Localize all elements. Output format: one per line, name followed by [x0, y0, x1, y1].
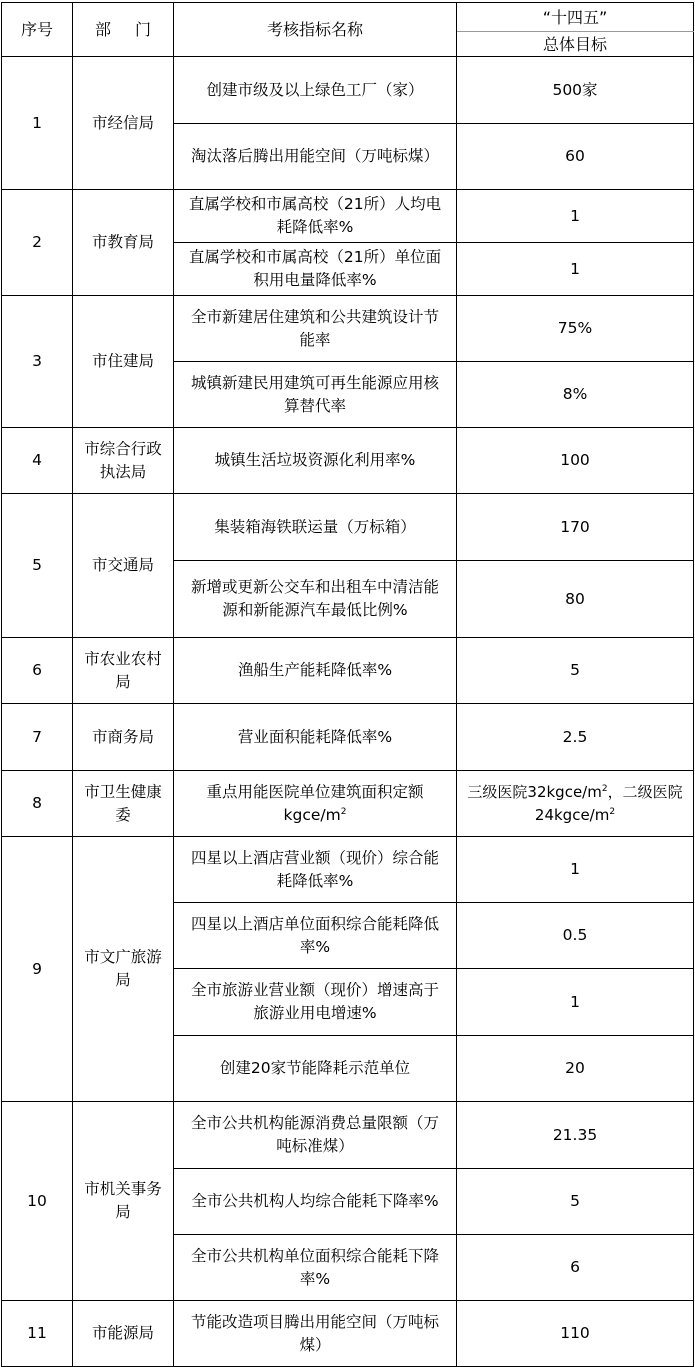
row-dept: 市商务局	[73, 704, 174, 771]
target-cell: 8%	[457, 362, 694, 428]
target-cell: 1	[457, 969, 694, 1036]
superscript: 2	[340, 806, 347, 817]
header-seq: 序号	[2, 3, 73, 57]
target-cell: 5	[457, 1169, 694, 1235]
row-seq: 10	[2, 1102, 73, 1301]
target-cell: 60	[457, 124, 694, 190]
header-dept-a: 部	[94, 20, 111, 39]
indicator-cell: 创建20家节能降耗示范单位	[174, 1036, 457, 1102]
target-cell: 170	[457, 494, 694, 561]
row-seq: 4	[2, 428, 73, 494]
indicator-cell	[174, 771, 457, 837]
row-dept: 市农业农村局	[73, 638, 174, 704]
row-seq: 5	[2, 494, 73, 638]
row-dept: 市卫生健康委	[73, 771, 174, 837]
superscript: 2	[601, 783, 608, 794]
indicator-cell: 营业面积能耗降低率%	[174, 704, 457, 771]
target-cell: 110	[457, 1301, 694, 1367]
row-dept: 市能源局	[73, 1301, 174, 1367]
row-seq: 9	[2, 837, 73, 1102]
target-cell: 80	[457, 561, 694, 638]
row-seq: 8	[2, 771, 73, 837]
target-cell: 100	[457, 428, 694, 494]
indicator-cell: 节能改造项目腾出用能空间（万吨标煤）	[174, 1301, 457, 1367]
target-cell: 1	[457, 190, 694, 243]
row-dept: 市文广旅游局	[73, 837, 174, 1102]
indicator-cell: 城镇生活垃圾资源化利用率%	[174, 428, 457, 494]
target-cell	[457, 771, 694, 837]
indicator-cell: 四星以上酒店营业额（现价）综合能耗降低率%	[174, 837, 457, 903]
row-seq: 11	[2, 1301, 73, 1367]
target-cell: 5	[457, 638, 694, 704]
row-dept: 市经信局	[73, 57, 174, 190]
targets-table	[1, 2, 694, 1367]
indicator-cell: 四星以上酒店单位面积综合能耗降低率%	[174, 903, 457, 969]
row-dept: 市机关事务局	[73, 1102, 174, 1301]
indicator-cell: 全市新建居住建筑和公共建筑设计节能率	[174, 296, 457, 362]
indicator-cell: 新增或更新公交车和出租车中清洁能源和新能源汽车最低比例%	[174, 561, 457, 638]
indicator-text: 重点用能医院单位建筑面积定额kgce/m	[206, 782, 424, 824]
target-cell: 500家	[457, 57, 694, 124]
target-cell: 1	[457, 243, 694, 296]
row-seq: 1	[2, 57, 73, 190]
header-indicator: 考核指标名称	[174, 3, 457, 57]
superscript: 2	[609, 806, 616, 817]
target-cell: 1	[457, 837, 694, 903]
row-dept: 市交通局	[73, 494, 174, 638]
row-seq: 6	[2, 638, 73, 704]
indicator-cell: 淘汰落后腾出用能空间（万吨标煤）	[174, 124, 457, 190]
row-seq: 7	[2, 704, 73, 771]
target-cell: 0.5	[457, 903, 694, 969]
indicator-cell: 渔船生产能耗降低率%	[174, 638, 457, 704]
indicator-cell: 全市公共机构单位面积综合能耗下降率%	[174, 1235, 457, 1301]
indicator-cell: 城镇新建民用建筑可再生能源应用核算替代率	[174, 362, 457, 428]
header-dept	[73, 3, 174, 57]
target-cell: 6	[457, 1235, 694, 1301]
header-dept-b: 门	[135, 20, 152, 39]
target-cell: 2.5	[457, 704, 694, 771]
target-text: 三级医院32kgce/m	[467, 782, 602, 801]
row-seq: 2	[2, 190, 73, 296]
indicator-cell: 直属学校和市属高校（21所）人均电耗降低率%	[174, 190, 457, 243]
indicator-cell: 全市公共机构能源消费总量限额（万吨标准煤）	[174, 1102, 457, 1169]
row-dept: 市教育局	[73, 190, 174, 296]
row-seq: 3	[2, 296, 73, 428]
indicator-cell: 直属学校和市属高校（21所）单位面积用电量降低率%	[174, 243, 457, 296]
indicator-cell: 全市公共机构人均综合能耗下降率%	[174, 1169, 457, 1235]
target-cell: 21.35	[457, 1102, 694, 1169]
indicator-cell: 集装箱海铁联运量（万标箱）	[174, 494, 457, 561]
target-cell: 20	[457, 1036, 694, 1102]
target-text: ，二级医院24kgce/m	[534, 782, 683, 824]
indicator-cell: 全市旅游业营业额（现价）增速高于旅游业用电增速%	[174, 969, 457, 1036]
header-target-line2: 总体目标	[457, 32, 694, 57]
target-cell: 75%	[457, 296, 694, 362]
row-dept: 市住建局	[73, 296, 174, 428]
row-dept: 市综合行政执法局	[73, 428, 174, 494]
indicator-cell: 创建市级及以上绿色工厂（家）	[174, 57, 457, 124]
header-target-line1: “十四五”	[457, 3, 694, 32]
